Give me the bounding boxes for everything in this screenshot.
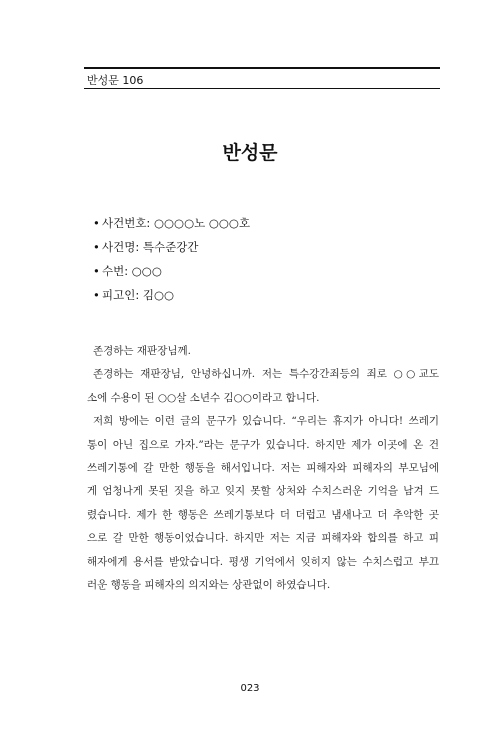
case-info-text: 피고인: 김○○ [102,288,175,302]
case-info-list [93,215,250,311]
bullet-icon: • [93,216,100,230]
case-info-text: 사건명: 특수준강간 [102,240,199,254]
bullet-icon: • [93,288,100,302]
document-title: 반성문 [222,142,278,164]
case-info-text: 사건번호: ○○○○노 ○○○호 [102,216,251,230]
bullet-icon: • [93,264,100,278]
body-line: 소에 수용이 된 ○○살 소년수 김○○이라고 합니다. [87,391,320,404]
letter-body [87,340,439,597]
body-line: 저희 방에는 이런 글의 문구가 있습니다. “우리는 휴지가 아니다! 쓰레기 [93,415,439,428]
body-line: 쓰레기통에 갈 만한 행동을 해서입니다. 저는 피해자와 피해자의 부모님에 [87,461,439,474]
body-line: 으로 갈 만한 행동이었습니다. 하지만 저는 지금 피해자와 합의를 하고 피 [87,532,439,545]
body-line: 렸습니다. 제가 한 행동은 쓰레기통보다 더 더럽고 냄새나고 더 추악한 곳 [87,508,439,521]
case-info-case-number [93,215,250,239]
page-number: 023 [240,683,260,694]
body-line: 통이 아닌 집으로 가자.”라는 문구가 있습니다. 하지만 제가 이곳에 온 건 [87,438,439,451]
bullet-icon: • [93,240,100,254]
body-line: 해자에게 용서를 받았습니다. 평생 기억에서 잊히지 않는 수치스럽고 부끄 [87,555,439,568]
case-info-text: 수번: ○○○ [102,264,162,278]
running-header [84,67,440,89]
body-line: 존경하는 재판장님, 안녕하십니까. 저는 특수강간죄등의 죄로 ○○교도 [93,368,439,381]
body-line: 존경하는 재판장님께. [93,345,191,357]
running-header-title: 반성문 106 [87,74,144,87]
case-info-defendant [93,287,250,311]
case-info-inmate-number [93,263,250,287]
case-info-case-name [93,239,250,263]
body-line: 러운 행동을 피해자의 의지와는 상관없이 하였습니다. [87,578,331,591]
body-line: 게 엄청나게 못된 짓을 하고 잊지 못할 상처와 수치스러운 기억을 남겨 드 [87,485,439,498]
